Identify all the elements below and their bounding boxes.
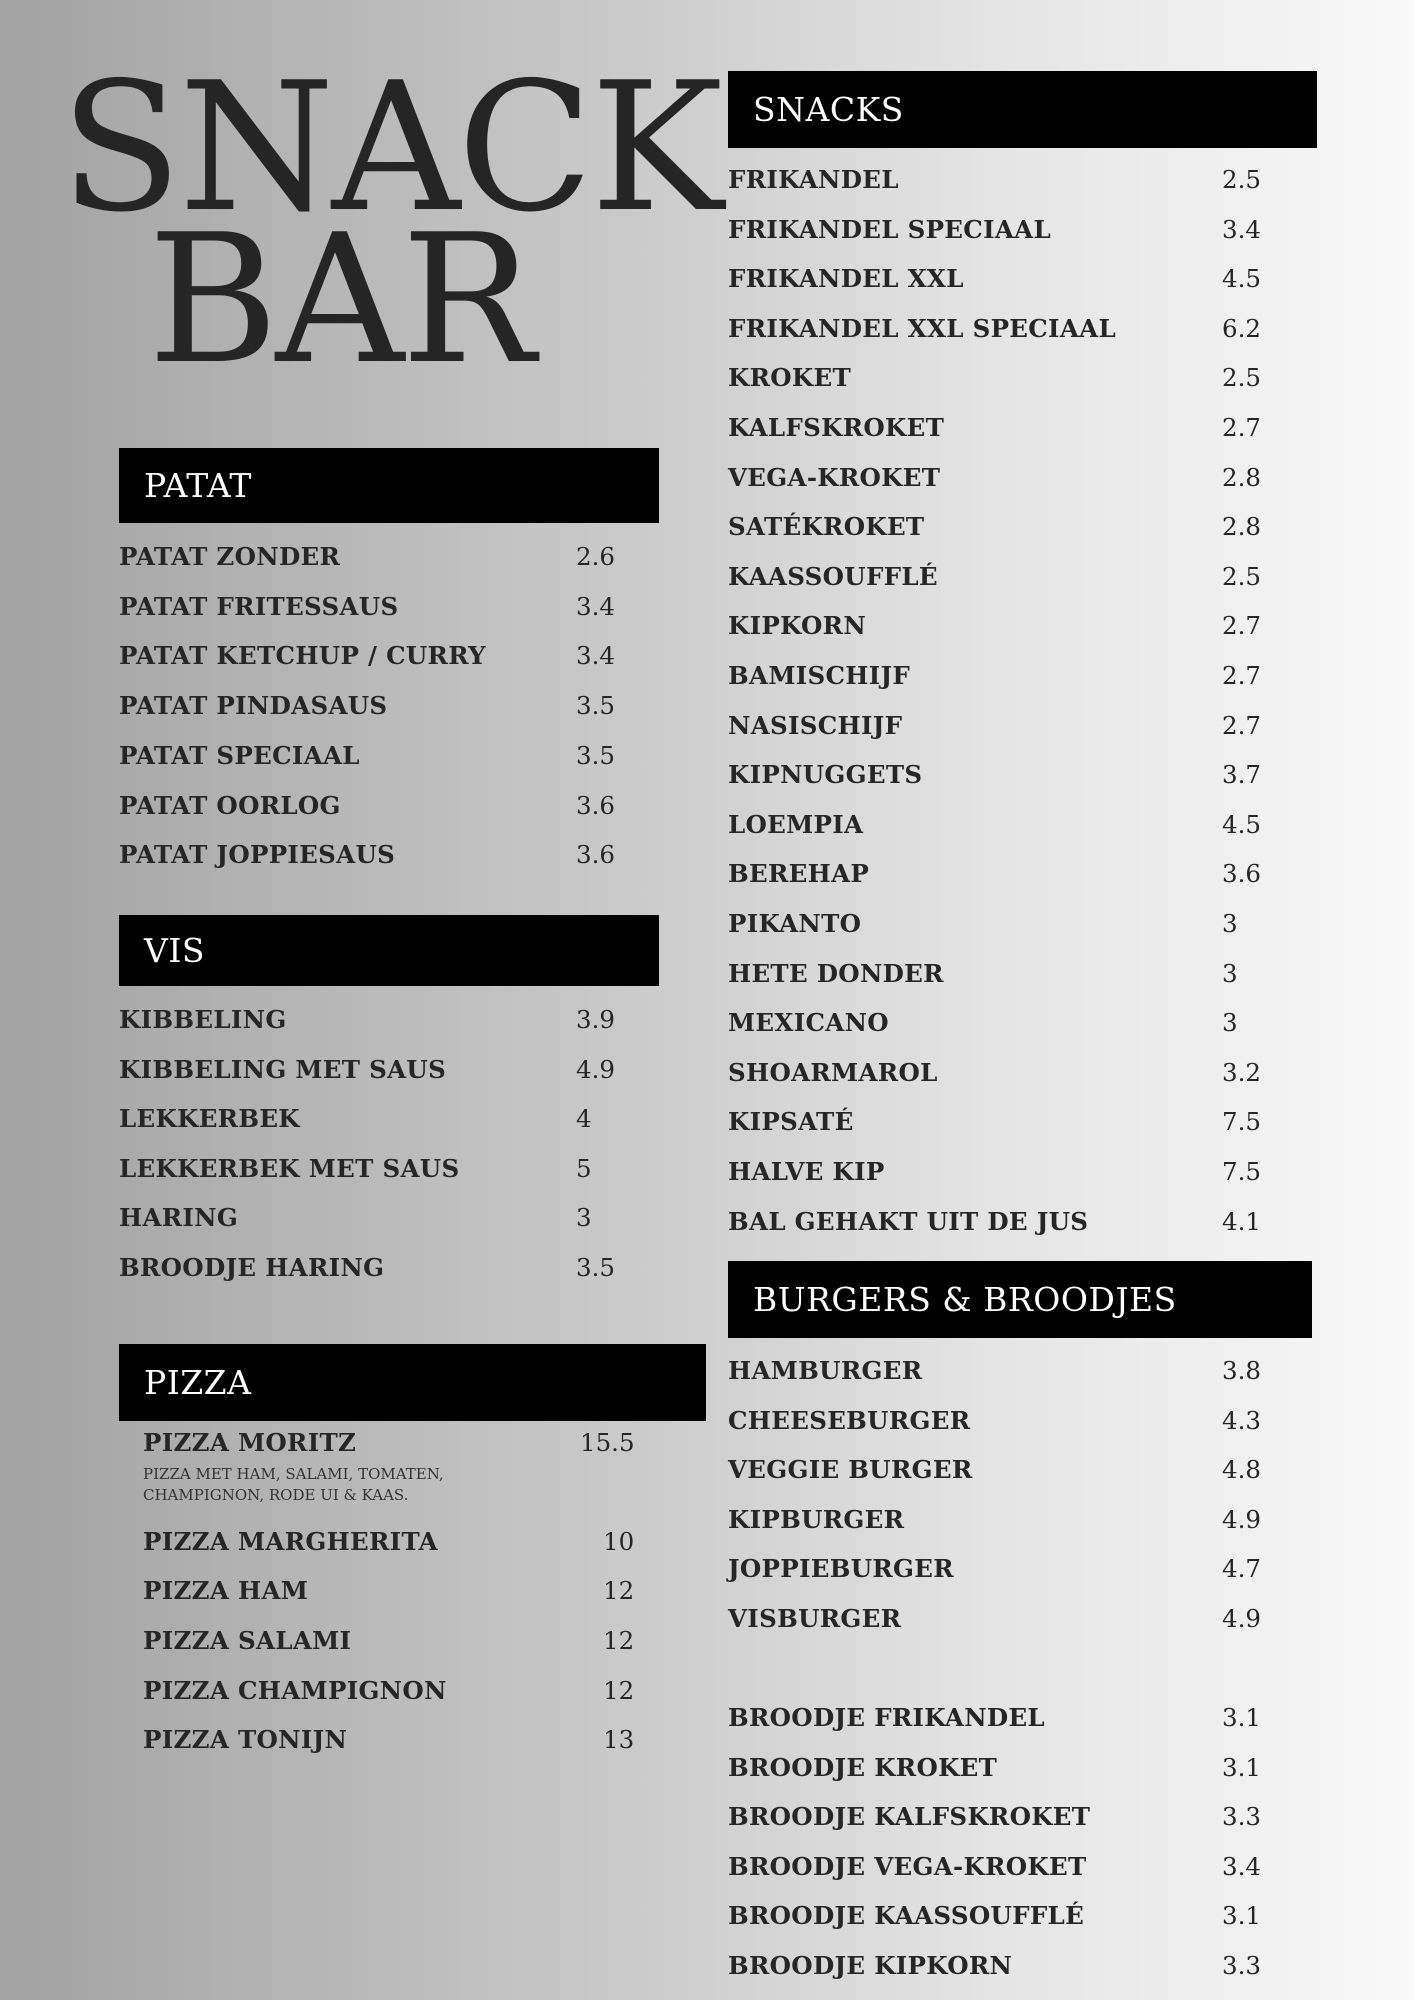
item-price: 3 xyxy=(1222,909,1238,938)
item-name: BROODJE KAASSOUFFLÉ xyxy=(728,1901,1085,1931)
item-name: HALVE KIP xyxy=(728,1157,885,1186)
item-price: 3.7 xyxy=(1222,760,1261,790)
item-price: 2.7 xyxy=(1222,661,1261,690)
item-name: LEKKERBEK xyxy=(119,1104,300,1133)
item-name: MEXICANO xyxy=(728,1008,889,1038)
item-price: 4.9 xyxy=(1222,1504,1261,1534)
item-name: VEGA-KROKET xyxy=(728,462,941,492)
section-title-pizza: PIZZA xyxy=(144,1363,252,1402)
item-price: 7.5 xyxy=(1222,1107,1261,1137)
section-header-burgers xyxy=(728,1261,1312,1338)
item-price: 4.9 xyxy=(576,1054,615,1084)
item-price: 3.8 xyxy=(1222,1356,1261,1385)
section-header-patat xyxy=(119,448,659,523)
item-name: KIPBURGER xyxy=(728,1504,905,1534)
item-price: 3.9 xyxy=(576,1005,615,1034)
item-price: 12 xyxy=(603,1676,635,1705)
item-price: 2.8 xyxy=(1222,512,1261,542)
section-title-burgers: BURGERS & BROODJES xyxy=(753,1280,1177,1319)
item-price: 3.5 xyxy=(576,1252,615,1282)
item-price: 2.5 xyxy=(1222,165,1261,194)
item-price: 3.1 xyxy=(1222,1901,1261,1931)
item-price: 3.5 xyxy=(576,740,615,770)
item-price: 10 xyxy=(603,1527,635,1556)
item-name: PATAT ZONDER xyxy=(119,542,341,571)
item-price: 2.7 xyxy=(1222,413,1261,442)
item-price: 3.4 xyxy=(576,591,615,621)
item-name: KALFSKROKET xyxy=(728,413,945,442)
item-price: 2.8 xyxy=(1222,462,1261,492)
item-name: FRIKANDEL XXL SPECIAAL xyxy=(728,313,1116,343)
item-price: 3.2 xyxy=(1222,1057,1261,1087)
item-name: BROODJE KROKET xyxy=(728,1752,998,1782)
item-name: BROODJE KIPKORN xyxy=(728,1951,1013,1980)
item-name: NASISCHIJF xyxy=(728,710,903,740)
item-price: 15.5 xyxy=(580,1428,635,1457)
item-name: SATÉKROKET xyxy=(728,512,925,542)
item-price: 2.7 xyxy=(1222,710,1261,740)
title-line-2: BAR xyxy=(147,196,533,403)
item-name: PATAT KETCHUP / CURRY xyxy=(119,641,486,671)
item-name: HETE DONDER xyxy=(728,958,944,988)
item-name: JOPPIEBURGER xyxy=(728,1554,954,1584)
item-name: PATAT OORLOG xyxy=(119,790,341,820)
section-header-vis xyxy=(119,915,659,986)
item-price: 3 xyxy=(1222,1008,1238,1038)
item-name: PIZZA CHAMPIGNON xyxy=(143,1676,447,1705)
item-name: BAMISCHIJF xyxy=(728,661,911,690)
item-name: PATAT PINDASAUS xyxy=(119,691,388,721)
item-name: PIZZA TONIJN xyxy=(143,1725,348,1754)
item-price: 3.5 xyxy=(576,691,615,721)
title-line-1: SNACK xyxy=(60,44,721,251)
item-price: 5 xyxy=(576,1153,592,1183)
item-price: 4.1 xyxy=(1222,1206,1261,1236)
section-header-pizza xyxy=(119,1344,706,1421)
section-title-snacks: SNACKS xyxy=(753,90,904,129)
item-name: PIZZA HAM xyxy=(143,1576,309,1605)
item-price: 4 xyxy=(576,1104,592,1133)
item-price: 12 xyxy=(603,1626,635,1655)
item-price: 2.5 xyxy=(1222,561,1261,591)
section-header-snacks xyxy=(728,71,1317,148)
item-price: 4.8 xyxy=(1222,1455,1261,1485)
item-price: 3.3 xyxy=(1222,1951,1261,1980)
item-name: PATAT FRITESSAUS xyxy=(119,591,399,621)
item-price: 3.6 xyxy=(1222,859,1261,889)
item-name: FRIKANDEL XXL xyxy=(728,264,964,294)
item-name: LEKKERBEK MET SAUS xyxy=(119,1153,460,1183)
item-name: SHOARMAROL xyxy=(728,1057,938,1087)
item-price: 4.5 xyxy=(1222,809,1261,839)
item-name: LOEMPIA xyxy=(728,809,864,839)
item-price: 3.1 xyxy=(1222,1752,1261,1782)
item-name: KIBBELING MET SAUS xyxy=(119,1054,447,1084)
item-name: FRIKANDEL SPECIAAL xyxy=(728,214,1051,244)
item-name: BEREHAP xyxy=(728,859,870,889)
item-price: 4.5 xyxy=(1222,264,1261,294)
item-name: KIPSATÉ xyxy=(728,1107,854,1137)
section-title-vis: VIS xyxy=(144,931,205,970)
item-name: KAASSOUFFLÉ xyxy=(728,561,938,591)
item-name: BROODJE KALFSKROKET xyxy=(728,1802,1091,1832)
item-price: 13 xyxy=(603,1725,635,1754)
item-name: CHEESEBURGER xyxy=(728,1405,971,1435)
item-name: VISBURGER xyxy=(728,1604,902,1633)
item-name: PATAT JOPPIESAUS xyxy=(119,840,396,870)
item-name: PIZZA MORITZ xyxy=(143,1428,357,1457)
item-price: 3.4 xyxy=(576,641,615,671)
item-price: 3.3 xyxy=(1222,1802,1261,1832)
item-name: BROODJE HARING xyxy=(119,1252,385,1282)
item-price: 3.6 xyxy=(576,790,615,820)
menu-title xyxy=(60,44,721,403)
item-name: VEGGIE BURGER xyxy=(728,1455,973,1485)
item-description: PIZZA MET HAM, SALAMI, TOMATEN, CHAMPIGNON, RODE UI & KAAS. xyxy=(143,1465,444,1504)
item-name: PIZZA MARGHERITA xyxy=(143,1527,438,1556)
item-price: 4.7 xyxy=(1222,1554,1261,1584)
item-price: 4.9 xyxy=(1222,1604,1261,1633)
item-name: KROKET xyxy=(728,363,851,393)
item-name: KIPNUGGETS xyxy=(728,760,923,790)
item-price: 2.7 xyxy=(1222,611,1261,641)
item-price: 3.4 xyxy=(1222,214,1261,244)
item-price: 6.2 xyxy=(1222,313,1261,343)
item-name: BROODJE FRIKANDEL xyxy=(728,1703,1045,1732)
item-price: 3.6 xyxy=(576,840,615,870)
item-name: PIKANTO xyxy=(728,909,862,938)
item-name: BAL GEHAKT UIT DE JUS xyxy=(728,1206,1089,1236)
item-name: BROODJE VEGA-KROKET xyxy=(728,1851,1087,1881)
item-name: KIPKORN xyxy=(728,611,867,641)
item-price: 3 xyxy=(576,1203,592,1232)
item-price: 2.6 xyxy=(576,542,615,571)
item-name: FRIKANDEL xyxy=(728,165,899,194)
item-name: HARING xyxy=(119,1203,239,1232)
item-price: 4.3 xyxy=(1222,1405,1261,1435)
item-price: 3.4 xyxy=(1222,1851,1261,1881)
item-name: PIZZA SALAMI xyxy=(143,1626,352,1655)
item-price: 7.5 xyxy=(1222,1157,1261,1186)
item-price: 3.1 xyxy=(1222,1703,1261,1732)
item-price: 12 xyxy=(603,1576,635,1605)
item-price: 3 xyxy=(1222,958,1238,988)
section-title-patat: PATAT xyxy=(144,466,252,505)
item-name: KIBBELING xyxy=(119,1005,287,1034)
item-price: 2.5 xyxy=(1222,363,1261,393)
item-name: HAMBURGER xyxy=(728,1356,923,1385)
item-name: PATAT SPECIAAL xyxy=(119,740,360,770)
